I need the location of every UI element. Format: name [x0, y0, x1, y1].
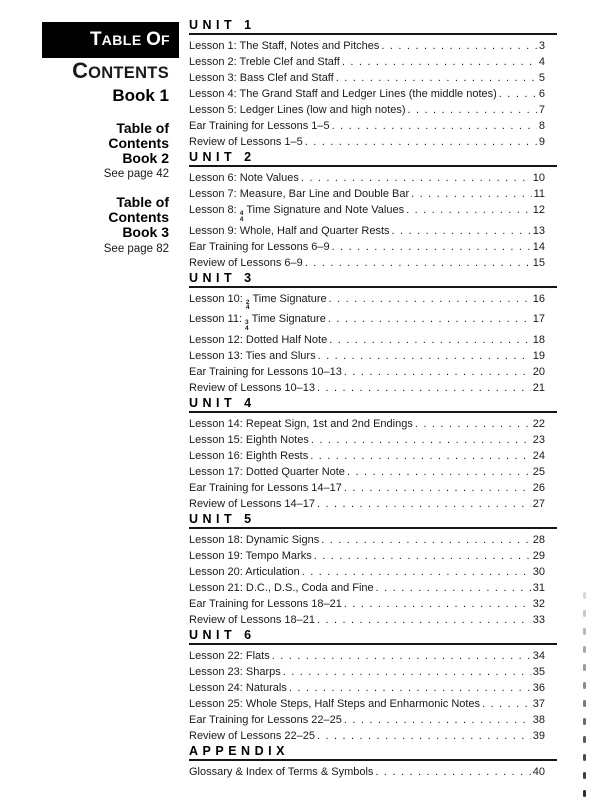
- dot-leader: [317, 380, 531, 396]
- toc-entry-label: Ear Training for Lessons 10–13: [189, 365, 342, 378]
- dot-leader: [499, 86, 537, 102]
- toc-page-number: 25: [532, 465, 545, 478]
- book3-title-line2: Contents: [108, 209, 169, 226]
- toc-entry-label: Review of Lessons 6–9: [189, 256, 303, 269]
- toc-entry-label: Ear Training for Lessons 1–5: [189, 120, 330, 132]
- toc-entry-label: Lesson 4: The Grand Staff and Ledger Lines (the middle notes): [189, 88, 497, 100]
- dot-leader: [305, 134, 537, 150]
- table-of-contents-banner: [42, 22, 179, 58]
- time-signature-fraction: 4 4: [239, 210, 244, 223]
- toc-row: [189, 496, 557, 512]
- book2-title-line3: Book 2: [122, 149, 169, 166]
- toc-entry-label: Review of Lessons 10–13: [189, 381, 315, 394]
- toc-page-number: 3: [538, 40, 545, 52]
- toc-row: [189, 311, 557, 332]
- toc-page-number: 23: [532, 433, 545, 446]
- toc-row: [189, 648, 557, 664]
- book2-title-line2: Contents: [108, 134, 169, 151]
- toc-page-number: 6: [538, 88, 545, 100]
- binding-mark: [583, 628, 586, 635]
- toc-page-number: 21: [532, 381, 545, 394]
- dot-leader: [415, 416, 531, 432]
- dot-leader: [332, 118, 537, 134]
- toc-page-number: 5: [538, 72, 545, 84]
- toc-entry-label: Lesson 25: Whole Steps, Half Steps and Enharmonic Notes: [189, 697, 481, 710]
- sidebar: [42, 22, 179, 255]
- unit-heading: UNIT 2: [189, 150, 557, 167]
- toc-row: [189, 728, 557, 744]
- toc-section: [189, 628, 557, 744]
- toc-row: [189, 548, 557, 564]
- book-number: Book 1: [112, 86, 169, 105]
- toc-row: [189, 448, 557, 464]
- toc-row: [189, 364, 557, 380]
- dot-leader: [317, 496, 531, 512]
- book3-reference: [42, 195, 179, 254]
- toc-page-number: 40: [532, 765, 545, 778]
- toc-entry-label: Ear Training for Lessons 22–25: [189, 713, 342, 726]
- binding-mark: [583, 682, 586, 689]
- dot-leader: [392, 223, 531, 239]
- toc-row: [189, 532, 557, 548]
- binding-mark: [583, 772, 586, 779]
- toc-row: [189, 464, 557, 480]
- toc-row: [189, 564, 557, 580]
- dot-leader: [272, 648, 531, 664]
- toc-row: [189, 580, 557, 596]
- book2-title-line1: Table of: [116, 120, 169, 136]
- dot-leader: [289, 680, 531, 696]
- dot-leader: [301, 170, 531, 186]
- dot-leader: [407, 102, 536, 118]
- toc-page-number: 19: [532, 349, 545, 362]
- toc-page-number: 38: [532, 713, 545, 726]
- toc-page-number: 12: [532, 204, 545, 216]
- toc-page-number: 18: [532, 333, 545, 346]
- toc-row: [189, 186, 557, 202]
- toc-row: [189, 223, 557, 239]
- toc-entry-label: Glossary & Index of Terms & Symbols: [189, 765, 374, 778]
- toc-row: [189, 202, 557, 223]
- toc-entry-label: Lesson 18: Dynamic Signs: [189, 533, 320, 546]
- dot-leader: [342, 54, 537, 70]
- toc-row: [189, 480, 557, 496]
- toc-row: [189, 680, 557, 696]
- toc-entry-label: Review of Lessons 18–21: [189, 613, 315, 626]
- unit-heading: UNIT 4: [189, 396, 557, 413]
- toc-entry-label: Lesson 7: Measure, Bar Line and Double Bar: [189, 188, 410, 200]
- toc-page-number: 24: [532, 449, 545, 462]
- toc-entry-label: Review of Lessons 1–5: [189, 136, 303, 148]
- toc-entry-label: Lesson 12: Dotted Half Note: [189, 333, 328, 346]
- toc-row: [189, 118, 557, 134]
- toc-page-number: 26: [532, 481, 545, 494]
- toc-entry-label: Lesson 1: The Staff, Notes and Pitches: [189, 40, 380, 52]
- binding-mark: [583, 718, 586, 725]
- toc-row: [189, 432, 557, 448]
- unit-heading: UNIT 3: [189, 271, 557, 288]
- dot-leader: [375, 764, 530, 780]
- toc-section: [189, 18, 557, 150]
- binding-mark: [583, 664, 586, 671]
- toc-page-number: 4: [538, 56, 545, 68]
- dot-leader: [332, 239, 531, 255]
- toc-page-number: 33: [532, 613, 545, 626]
- toc-page-number: 30: [532, 565, 545, 578]
- toc-row: [189, 380, 557, 396]
- toc-row: [189, 102, 557, 118]
- dot-leader: [317, 612, 531, 628]
- toc-page-number: 17: [532, 313, 545, 326]
- dot-leader: [302, 564, 531, 580]
- toc-main: [189, 18, 557, 780]
- toc-page-number: 14: [532, 240, 545, 253]
- binding-mark: [583, 790, 586, 797]
- dot-leader: [311, 432, 531, 448]
- toc-row: [189, 170, 557, 186]
- toc-entry-label: Ear Training for Lessons 6–9: [189, 240, 330, 253]
- toc-row: [189, 348, 557, 364]
- dot-leader: [310, 448, 531, 464]
- unit-heading: UNIT 5: [189, 512, 557, 529]
- toc-section: [189, 396, 557, 512]
- toc-page-number: 15: [532, 256, 545, 269]
- toc-section: [189, 512, 557, 628]
- toc-row: [189, 86, 557, 102]
- toc-page-number: 16: [532, 292, 545, 305]
- binding-mark: [583, 592, 586, 599]
- toc-page-number: 9: [538, 136, 545, 148]
- binding-mark: [583, 736, 586, 743]
- toc-entry-label: Lesson 8: 4 4 Time Signature and Note Values: [189, 204, 405, 223]
- toc-row: [189, 612, 557, 628]
- toc-row: [189, 70, 557, 86]
- toc-entry-label: Review of Lessons 22–25: [189, 729, 315, 742]
- toc-page-number: 8: [538, 120, 545, 132]
- toc-page-number: 29: [532, 549, 545, 562]
- toc-page-number: 34: [532, 649, 545, 662]
- toc-page-number: 35: [532, 665, 545, 678]
- binding-mark: [583, 754, 586, 761]
- toc-row: [189, 332, 557, 348]
- dot-leader: [314, 548, 531, 564]
- toc-page-number: 11: [533, 188, 545, 200]
- toc-section: [189, 271, 557, 396]
- toc-entry-label: Lesson 15: Eighth Notes: [189, 433, 309, 446]
- book3-see-page: See page 82: [103, 242, 169, 255]
- dot-leader: [329, 291, 531, 307]
- binding-mark: [583, 610, 586, 617]
- dot-leader: [347, 464, 531, 480]
- toc-entry-label: Lesson 13: Ties and Slurs: [189, 349, 316, 362]
- toc-page-number: 31: [532, 581, 545, 594]
- binding-mark: [583, 646, 586, 653]
- toc-entry-label: Lesson 22: Flats: [189, 649, 270, 662]
- toc-section: [189, 150, 557, 271]
- toc-entry-label: Lesson 17: Dotted Quarter Note: [189, 465, 345, 478]
- toc-entry-label: Lesson 21: D.C., D.S., Coda and Fine: [189, 581, 374, 594]
- toc-entry-label: Lesson 24: Naturals: [189, 681, 287, 694]
- dot-leader: [321, 532, 531, 548]
- unit-heading: UNIT 6: [189, 628, 557, 645]
- dot-leader: [381, 38, 536, 54]
- dot-leader: [318, 348, 531, 364]
- toc-entry-label: Lesson 6: Note Values: [189, 172, 299, 184]
- toc-entry-label: Lesson 19: Tempo Marks: [189, 549, 312, 562]
- unit-heading: UNIT 1: [189, 18, 557, 35]
- toc-page-number: 22: [532, 417, 545, 430]
- toc-entry-label: Ear Training for Lessons 14–17: [189, 481, 342, 494]
- book2-see-page: See page 42: [103, 168, 169, 181]
- toc-row: [189, 596, 557, 612]
- toc-page-number: 10: [532, 172, 545, 184]
- toc-entry-label: Lesson 14: Repeat Sign, 1st and 2nd Endings: [189, 417, 413, 430]
- toc-entry-label: Ear Training for Lessons 18–21: [189, 597, 342, 610]
- toc-section: [189, 744, 557, 780]
- toc-row: [189, 239, 557, 255]
- toc-row: [189, 134, 557, 150]
- dot-leader: [344, 596, 531, 612]
- contents-title: CONTENTS: [72, 58, 169, 83]
- toc-row: [189, 54, 557, 70]
- toc-page-number: 27: [532, 497, 545, 510]
- toc-entry-label: Lesson 23: Sharps: [189, 665, 281, 678]
- time-signature-fraction: 2 4: [245, 298, 250, 312]
- dot-leader: [411, 186, 531, 202]
- toc-entry-label: Review of Lessons 14–17: [189, 497, 315, 510]
- dot-leader: [305, 255, 531, 271]
- toc-page-number: 39: [532, 729, 545, 742]
- toc-page-number: 20: [532, 365, 545, 378]
- toc-row: [189, 764, 557, 780]
- toc-page-number: 32: [532, 597, 545, 610]
- book2-reference: [42, 121, 179, 180]
- dot-leader: [328, 311, 531, 327]
- unit-heading: APPENDIX: [189, 744, 557, 761]
- book3-title-line1: Table of: [116, 194, 169, 211]
- toc-page-number: 36: [532, 681, 545, 694]
- toc-page-number: 13: [532, 224, 545, 237]
- dot-leader: [283, 664, 531, 680]
- toc-entry-label: Lesson 3: Bass Clef and Staff: [189, 72, 334, 84]
- dot-leader: [376, 580, 531, 596]
- dot-leader: [329, 332, 531, 348]
- dot-leader: [317, 728, 531, 744]
- dot-leader: [344, 712, 531, 728]
- dot-leader: [406, 202, 531, 218]
- binding-mark: [583, 700, 586, 707]
- dot-leader: [344, 480, 531, 496]
- binding-marks: [583, 592, 586, 808]
- toc-row: [189, 712, 557, 728]
- toc-row: [189, 38, 557, 54]
- toc-row: [189, 696, 557, 712]
- banner-title: TABLE OF: [89, 29, 170, 50]
- toc-entry-label: Lesson 2: Treble Clef and Staff: [189, 56, 340, 68]
- toc-row: [189, 255, 557, 271]
- time-signature-fraction: 3 4: [245, 319, 249, 332]
- toc-entry-label: Lesson 9: Whole, Half and Quarter Rests: [189, 224, 390, 237]
- toc-entry-label: Lesson 10: 2 4 Time Signature: [189, 292, 327, 312]
- toc-page-number: 28: [532, 533, 545, 546]
- dot-leader: [482, 696, 531, 712]
- toc-row: [189, 664, 557, 680]
- toc-entry-label: Lesson 5: Ledger Lines (low and high notes): [189, 104, 406, 116]
- toc-row: [189, 291, 557, 312]
- dot-leader: [336, 70, 537, 86]
- toc-page-number: 37: [532, 697, 545, 710]
- toc-entry-label: Lesson 20: Articulation: [189, 565, 300, 578]
- toc-entry-label: Lesson 11: 3 4 Time Signature: [189, 313, 326, 332]
- toc-page-number: 7: [538, 104, 545, 116]
- dot-leader: [344, 364, 531, 380]
- toc-row: [189, 416, 557, 432]
- book3-title-line3: Book 3: [122, 223, 169, 240]
- toc-entry-label: Lesson 16: Eighth Rests: [189, 449, 309, 462]
